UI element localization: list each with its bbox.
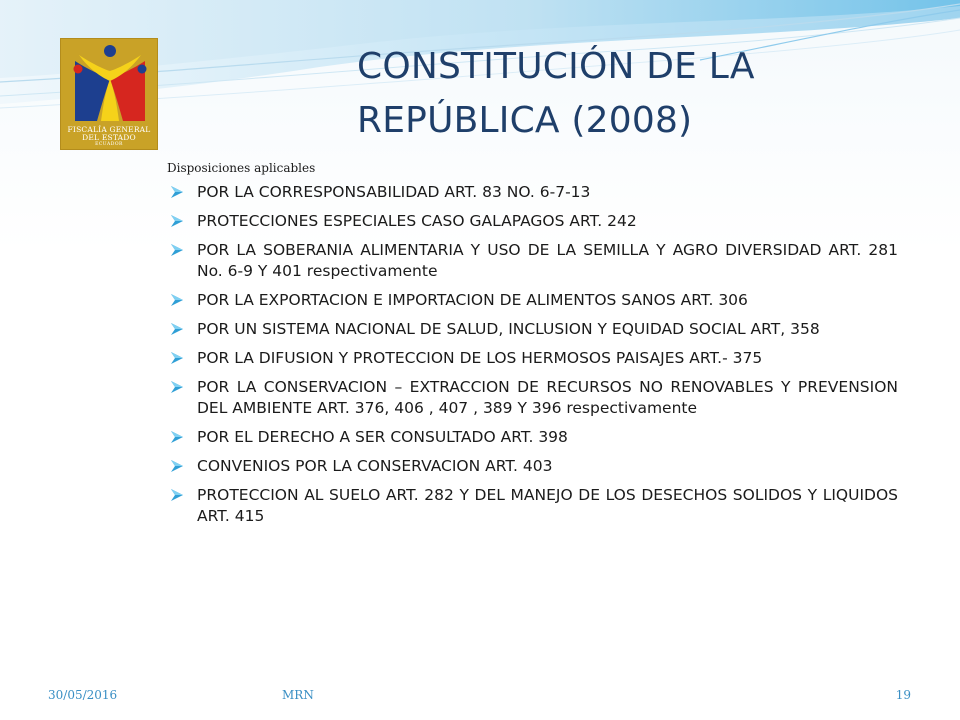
arrowhead-bullet-icon <box>170 293 184 307</box>
list-item-text: POR LA EXPORTACION E IMPORTACION DE ALIMENTOS SANOS ART. 306 <box>197 291 748 309</box>
arrowhead-bullet-icon <box>170 488 184 502</box>
arrowhead-bullet-icon <box>170 380 184 394</box>
list-item <box>170 377 898 419</box>
arrowhead-bullet-icon <box>170 430 184 444</box>
arrowhead-bullet-icon <box>170 243 184 257</box>
list-item-text: CONVENIOS POR LA CONSERVACION ART. 403 <box>197 457 553 475</box>
list-item-text: POR UN SISTEMA NACIONAL DE SALUD, INCLUSION Y EQUIDAD SOCIAL ART, 358 <box>197 320 820 338</box>
fiscalia-logo <box>60 38 158 150</box>
slide-title-line2: REPÚBLICA (2008) <box>357 100 693 141</box>
list-item <box>170 427 898 448</box>
arrowhead-bullet-icon <box>170 185 184 199</box>
slide-title <box>357 40 917 148</box>
logo-text-line2: DEL ESTADO <box>82 133 136 142</box>
logo-text-line3: ECUADOR <box>95 142 123 147</box>
arrowhead-bullet-icon <box>170 214 184 228</box>
list-item-text: POR EL DERECHO A SER CONSULTADO ART. 398 <box>197 428 568 446</box>
list-item <box>170 182 898 203</box>
list-item-text: POR LA CORRESPONSABILIDAD ART. 83 NO. 6-7-13 <box>197 183 591 201</box>
list-item-text: POR LA DIFUSION Y PROTECCION DE LOS HERMOSOS PAISAJES ART.- 375 <box>197 349 763 367</box>
logo-text-line1: FISCALÍA GENERAL <box>67 125 151 134</box>
slide-title-line1: CONSTITUCIÓN DE LA <box>357 46 755 87</box>
list-item-text: POR LA SOBERANIA ALIMENTARIA Y USO DE LA SEMILLA Y AGRO DIVERSIDAD ART. 281 No. 6-9 Y 401 respectivamente <box>197 241 898 280</box>
list-item <box>170 290 898 311</box>
list-item-text: PROTECCIONES ESPECIALES CASO GALAPAGOS ART. 242 <box>197 212 637 230</box>
footer-page-number: 19 <box>895 688 911 702</box>
list-item-text: POR LA CONSERVACION – EXTRACCION DE RECURSOS NO RENOVABLES Y PREVENSION DEL AMBIENTE ART. 376, 406 , 407 , 389 Y 396 respectivamente <box>197 378 898 417</box>
footer-date: 30/05/2016 <box>48 688 118 702</box>
list-item <box>170 485 898 527</box>
arrowhead-bullet-icon <box>170 322 184 336</box>
slide-subtitle: Disposiciones aplicables <box>167 161 316 175</box>
list-item <box>170 319 898 340</box>
arrowhead-bullet-icon <box>170 459 184 473</box>
list-item <box>170 456 898 477</box>
list-item <box>170 211 898 232</box>
list-item <box>170 240 898 282</box>
arrowhead-bullet-icon <box>170 351 184 365</box>
list-item-text: PROTECCION AL SUELO ART. 282 Y DEL MANEJO DE LOS DESECHOS SOLIDOS Y LIQUIDOS ART. 415 <box>197 486 898 525</box>
provisions-list <box>170 182 898 535</box>
list-item <box>170 348 898 369</box>
footer-center-text: MRN <box>282 688 314 702</box>
